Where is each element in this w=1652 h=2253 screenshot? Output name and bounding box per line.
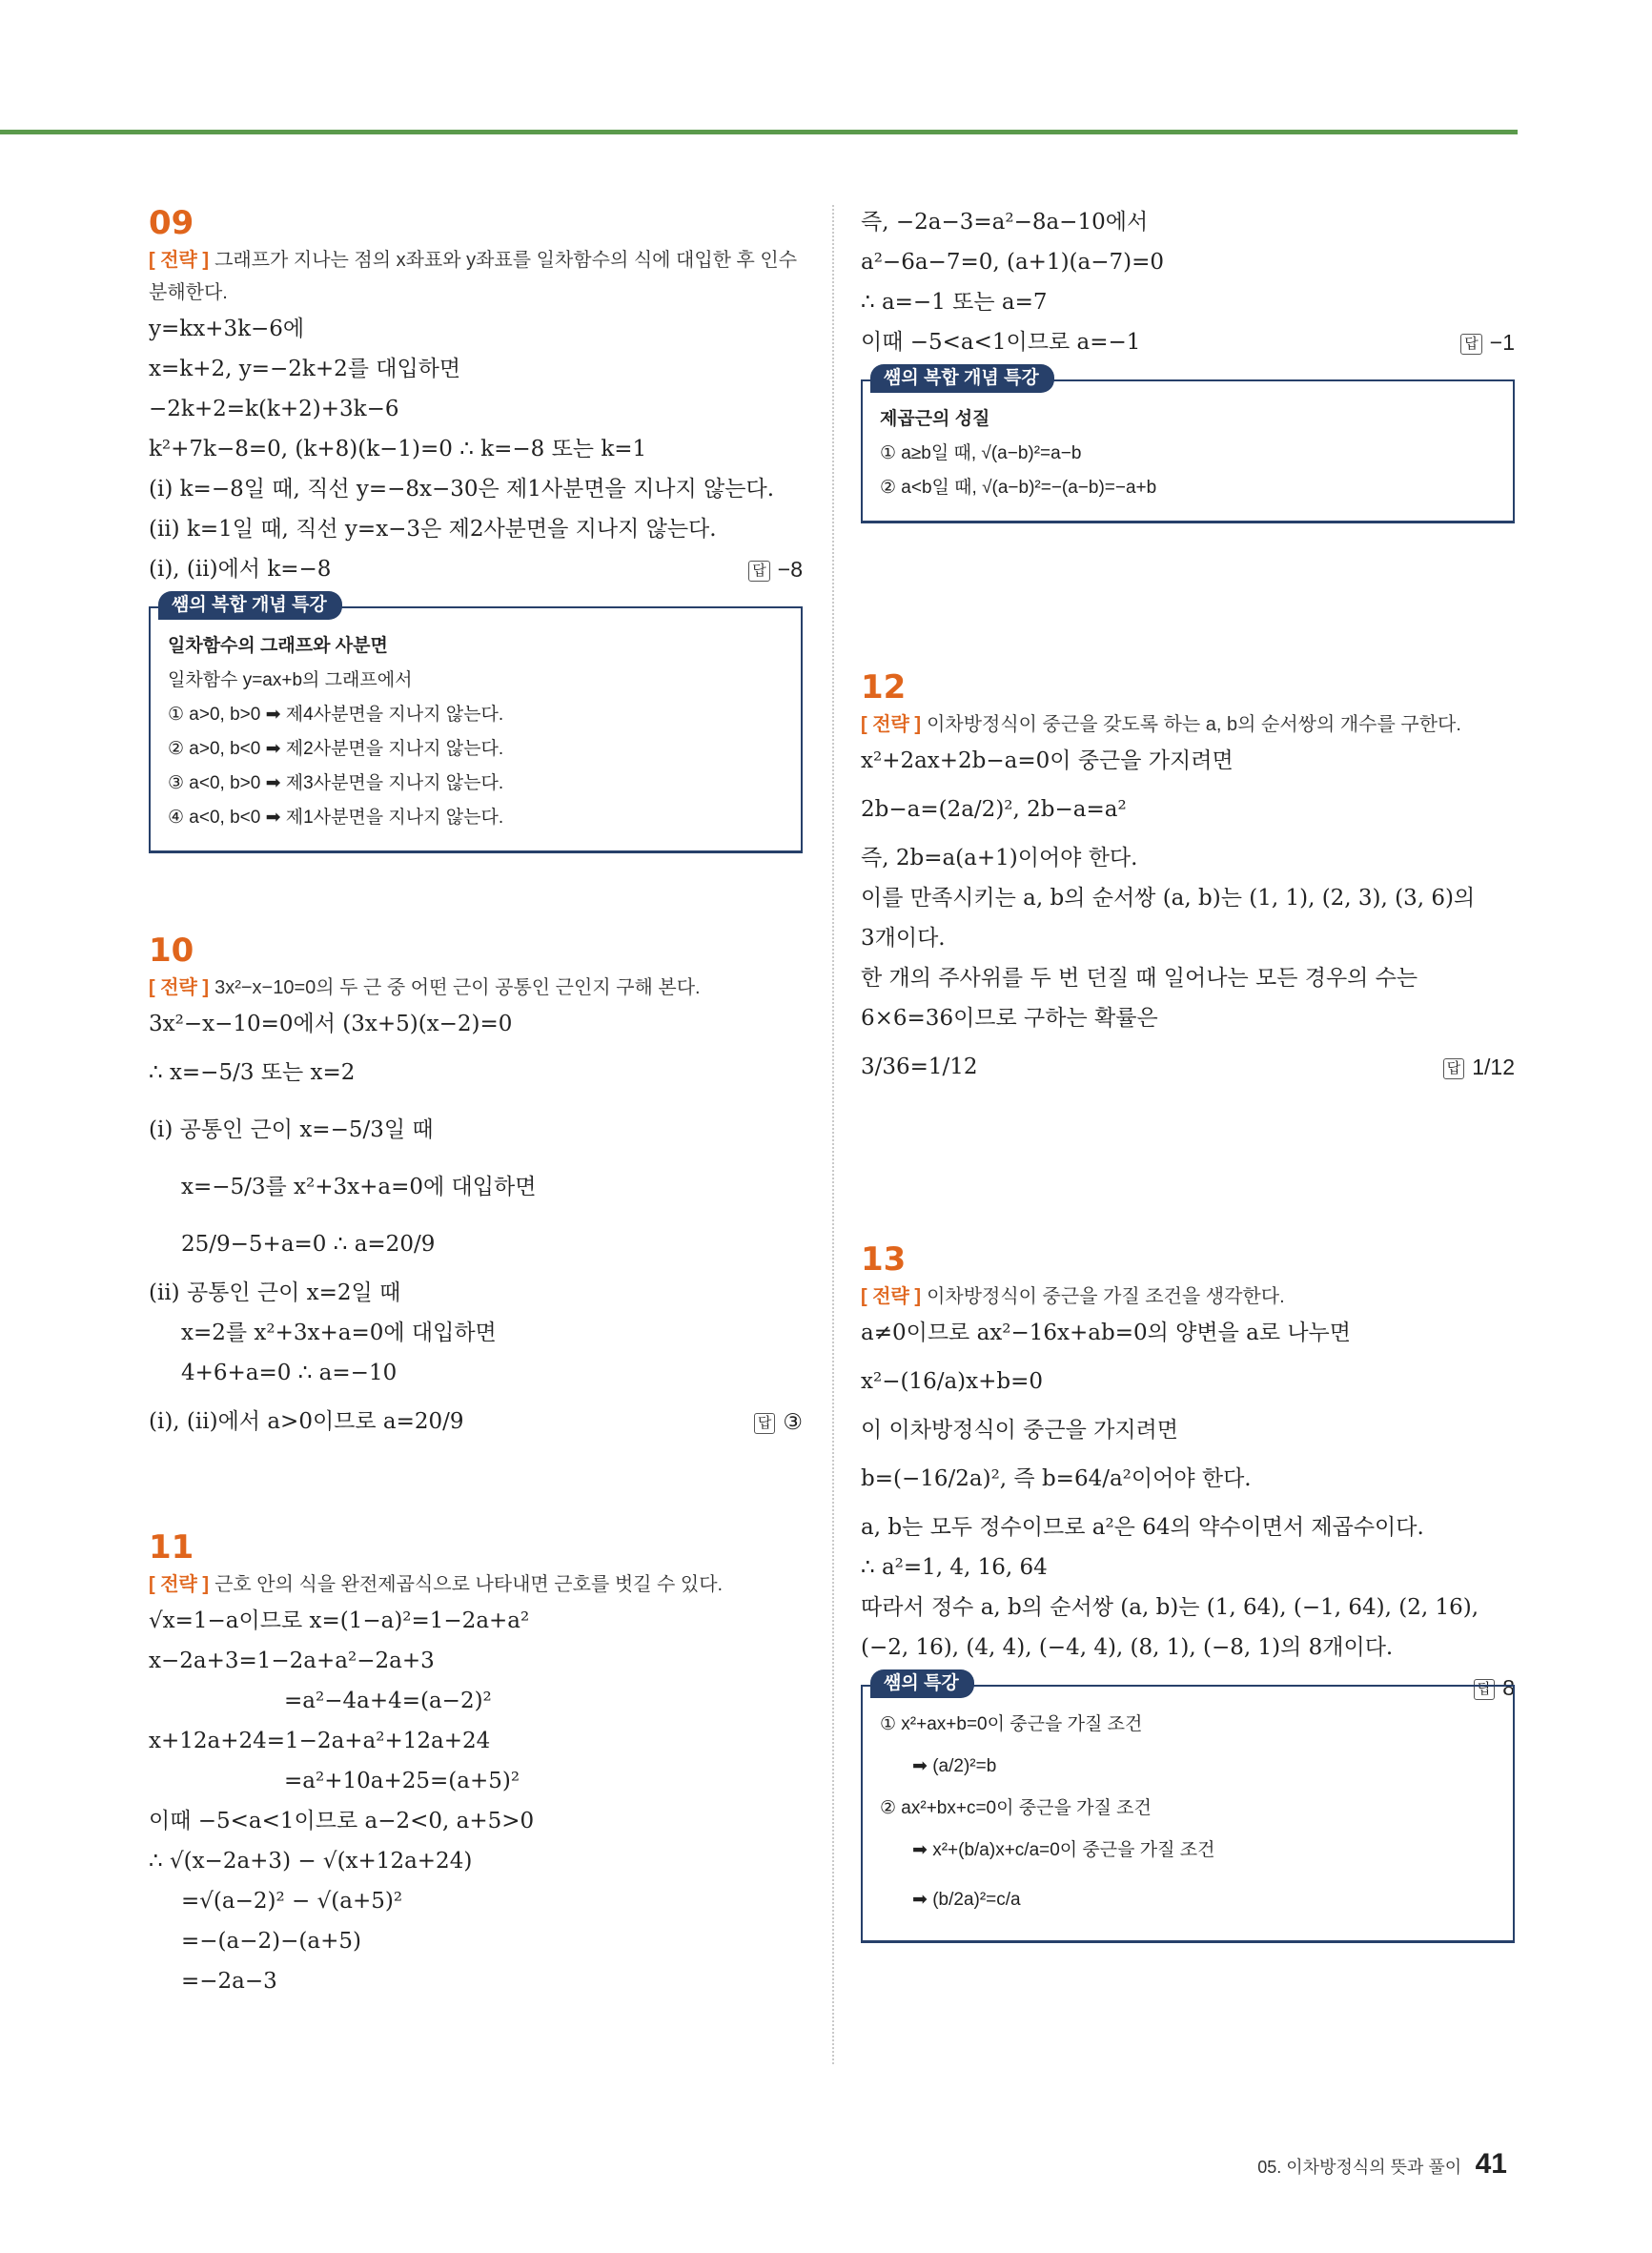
note-header: 쌤의 복합 개념 특강 [158, 591, 342, 620]
solution-line: =√(a−2)² − √(a+5)² [181, 1889, 403, 1914]
concept-note-box [861, 368, 1515, 523]
solution-line: 2b−a=(2a/2)², 2b−a=a² [861, 797, 1127, 822]
answer-badge: 답 [748, 561, 770, 582]
strategy-tag: [ 전략 ] [149, 250, 210, 271]
solution-line: ∴ √(x−2a+3) − √(x+12a+24) [149, 1849, 473, 1874]
strategy-tag: [ 전략 ] [861, 714, 922, 735]
problem-11-continued [861, 202, 1515, 523]
solution-line: 따라서 정수 a, b의 순서쌍 (a, b)는 (1, 64), (−1, 64), (2, 16), [861, 1595, 1479, 1620]
solution-line: =a²+10a+25=(a+5)² [284, 1769, 520, 1793]
solution-line: x²−(16/a)x+b=0 [861, 1369, 1044, 1394]
solution-line: x²+2ax+2b−a=0이 중근을 가지려면 [861, 748, 1234, 773]
answer-badge: 답 [754, 1413, 776, 1434]
strategy-tag: [ 전략 ] [149, 977, 210, 998]
note-line: ③ a<0, b>0 ➡ 제3사분면을 지나지 않는다. [168, 773, 504, 793]
solution-line: a≠0이므로 ax²−16x+ab=0의 양변을 a로 나누면 [861, 1321, 1351, 1345]
problem-number: 11 [149, 1528, 194, 1567]
solution-line: 이때 −5<a<1이므로 a−2<0, a+5>0 [149, 1809, 535, 1833]
problem-13 [861, 1239, 1515, 1943]
solution-line: x=−5/3를 x²+3x+a=0에 대입하면 [181, 1175, 537, 1199]
note-line: ➡ (a/2)²=b [912, 1756, 997, 1776]
solution-line: a²−6a−7=0, (a+1)(a−7)=0 [861, 250, 1165, 275]
problem-number: 12 [861, 668, 907, 707]
solution-line: (ii) k=1일 때, 직선 y=x−3은 제2사분면을 지나지 않는다. [149, 517, 717, 542]
answer-badge: 답 [1460, 334, 1482, 355]
column-divider [832, 205, 834, 2064]
solution-line: −2k+2=k(k+2)+3k−6 [149, 397, 399, 421]
solution-line: 3x²−x−10=0에서 (3x+5)(x−2)=0 [149, 1012, 513, 1036]
note-line: ➡ x²+(b/a)x+c/a=0이 중근을 가질 조건 [912, 1840, 1215, 1860]
solution-line: 3개이다. [861, 926, 946, 951]
solution-line: (−2, 16), (4, 4), (−4, 4), (8, 1), (−8, 1)의 8개이다. [861, 1635, 1394, 1660]
strategy-tag: [ 전략 ] [149, 1574, 210, 1595]
strategy-text: [ 전략 ] 이차방정식이 중근을 가질 조건을 생각한다. [861, 1286, 1285, 1307]
solution-line: =−(a−2)−(a+5) [181, 1929, 361, 1954]
note-title: 제곱근의 성질 [880, 409, 990, 429]
solution-line: (ii) 공통인 근이 x=2일 때 [149, 1280, 401, 1305]
solution-line: =−2a−3 [181, 1969, 277, 1994]
header-rule [0, 130, 1518, 134]
strategy-text: [ 전략 ] 이차방정식이 중근을 갖도록 하는 a, b의 순서쌍의 개수를 구한다. [861, 714, 1461, 735]
note-line: ② a<b일 때, √(a−b)²=−(a−b)=−a+b [880, 478, 1157, 498]
note-header: 쌤의 특강 [870, 1669, 974, 1698]
note-line: ➡ (b/2a)²=c/a [912, 1890, 1021, 1910]
problem-10 [149, 930, 803, 1450]
problem-11 [149, 1526, 803, 2001]
answer: 답 1/12 [1443, 1038, 1515, 1096]
note-line: ② ax²+bx+c=0이 중근을 가질 조건 [880, 1798, 1152, 1818]
strategy-tag: [ 전략 ] [861, 1286, 922, 1307]
note-line: ④ a<0, b<0 ➡ 제1사분면을 지나지 않는다. [168, 808, 504, 828]
tip-note-box [861, 1673, 1515, 1943]
solution-line: (i), (ii)에서 k=−8 답 −8 [149, 549, 803, 589]
right-column [861, 202, 1515, 1943]
note-line: ① a>0, b>0 ➡ 제4사분면을 지나지 않는다. [168, 705, 504, 725]
solution-line: 한 개의 주사위를 두 번 던질 때 일어나는 모든 경우의 수는 [861, 966, 1418, 991]
solution-line: 3/36=1/12 답 1/12 [861, 1038, 1515, 1096]
solution-line: 4+6+a=0 ∴ a=−10 [181, 1361, 398, 1385]
solution-line: (i) k=−8일 때, 직선 y=−8x−30은 제1사분면을 지나지 않는다. [149, 477, 775, 502]
solution-line: 이 이차방정식이 중근을 가지려면 [861, 1418, 1178, 1443]
solution-line: ∴ a²=1, 4, 16, 64 [861, 1555, 1048, 1580]
problem-number: 09 [149, 204, 194, 242]
solution-line: x+12a+24=1−2a+a²+12a+24 [149, 1729, 491, 1753]
left-column [149, 202, 803, 2001]
solution-line: x=k+2, y=−2k+2를 대입하면 [149, 357, 461, 381]
answer: 답 ③ [754, 1393, 803, 1450]
strategy-text: [ 전략 ] 3x²−x−10=0의 두 근 중 어떤 근이 공통인 근인지 구해 본다. [149, 977, 701, 998]
solution-line: k²+7k−8=0, (k+8)(k−1)=0 ∴ k=−8 또는 k=1 [149, 437, 647, 461]
solution-line: 이때 −5<a<1이므로 a=−1 답 −1 [861, 322, 1515, 362]
solution-line: 즉, −2a−3=a²−8a−10에서 [861, 210, 1149, 235]
note-line: ① x²+ax+b=0이 중근을 가질 조건 [880, 1714, 1143, 1734]
page-footer [1257, 2148, 1507, 2181]
solution-line: ∴ x=−5/3 또는 x=2 [149, 1060, 356, 1085]
solution-line: y=kx+3k−6에 [149, 317, 305, 341]
answer-badge: 답 [1443, 1058, 1465, 1079]
solution-line: 25/9−5+a=0 ∴ a=20/9 [181, 1232, 436, 1257]
answer: 답 −1 [1460, 322, 1515, 362]
solution-line: ∴ a=−1 또는 a=7 [861, 290, 1048, 315]
solution-line: a, b는 모두 정수이므로 a²은 64의 약수이면서 제곱수이다. [861, 1515, 1424, 1540]
section-title: 05. 이차방정식의 뜻과 풀이 [1257, 2158, 1462, 2177]
problem-09 [149, 202, 803, 853]
solution-line: x=2를 x²+3x+a=0에 대입하면 [181, 1321, 497, 1345]
solution-line: 즉, 2b=a(a+1)이어야 한다. [861, 846, 1138, 870]
solution-line: =a²−4a+4=(a−2)² [284, 1689, 492, 1713]
note-line: 일차함수 y=ax+b의 그래프에서 [168, 670, 413, 690]
solution-line: 이를 만족시키는 a, b의 순서쌍 (a, b)는 (1, 1), (2, 3), (3, 6)의 [861, 886, 1476, 911]
page-number: 41 [1475, 2148, 1507, 2180]
problem-number: 13 [861, 1240, 907, 1279]
note-line: ② a>0, b<0 ➡ 제2사분면을 지나지 않는다. [168, 739, 504, 759]
note-title: 일차함수의 그래프와 사분면 [168, 636, 388, 656]
problem-12 [861, 666, 1515, 1096]
solution-line: (i), (ii)에서 a>0이므로 a=20/9 답 ③ [149, 1393, 803, 1450]
answer: 답 −8 [748, 549, 803, 589]
answer-badge: 답 [1474, 1679, 1496, 1700]
solution-line: √x=1−a이므로 x=(1−a)²=1−2a+a² [149, 1608, 530, 1633]
strategy-text: [ 전략 ] 그래프가 지나는 점의 x좌표와 y좌표를 일차함수의 식에 대입한 후 인수분해한다. [149, 250, 798, 303]
note-line: ① a≥b일 때, √(a−b)²=a−b [880, 443, 1082, 463]
concept-note-box [149, 595, 803, 853]
strategy-text: [ 전략 ] 근호 안의 식을 완전제곱식으로 나타내면 근호를 벗길 수 있다. [149, 1574, 724, 1595]
answer: 답 8 [1474, 1668, 1515, 1708]
note-header: 쌤의 복합 개념 특강 [870, 364, 1054, 393]
solution-line: (i) 공통인 근이 x=−5/3일 때 [149, 1117, 434, 1142]
solution-line: b=(−16/2a)², 즉 b=64/a²이어야 한다. [861, 1466, 1252, 1491]
solution-line: 6×6=36이므로 구하는 확률은 [861, 1006, 1158, 1031]
solution-line: x−2a+3=1−2a+a²−2a+3 [149, 1649, 435, 1673]
problem-number: 10 [149, 932, 194, 970]
